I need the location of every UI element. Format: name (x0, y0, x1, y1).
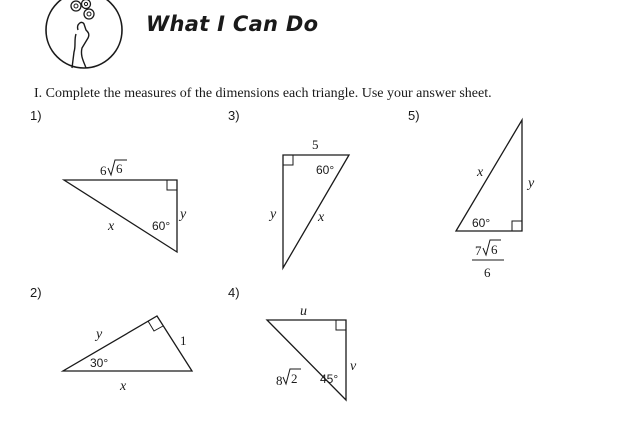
p3-side-5: 5 (312, 137, 319, 152)
right-angle-mark-4 (336, 320, 346, 330)
problem-1-triangle (0, 150, 200, 260)
problem-3-triangle (240, 130, 370, 280)
problem-3-number: 3) (228, 108, 240, 123)
problem-2-triangle (0, 300, 210, 410)
right-angle-mark-3 (283, 155, 293, 165)
p5-base-num-coef: 7 (475, 243, 482, 258)
p1-side-x: x (108, 219, 115, 234)
p1-hyp-coef: 6 (100, 163, 107, 178)
p3-side-x: x (318, 210, 325, 225)
p4-leg-radicand: 2 (291, 371, 298, 386)
problem-2-number: 2) (30, 285, 42, 300)
p4-angle: 45° (320, 372, 339, 386)
p4-side-u: u (300, 304, 307, 319)
hand-with-gears-icon (40, 0, 130, 70)
page-title: What I Can Do (146, 12, 319, 36)
problem-4-number: 4) (228, 285, 240, 300)
p2-side-x: x (120, 379, 127, 394)
p2-side-y: y (96, 327, 103, 342)
p4-leg-coef: 8 (276, 373, 283, 388)
problem-5-number: 5) (408, 108, 420, 123)
problem-1-number: 1) (30, 108, 42, 123)
problem-5-triangle (440, 110, 570, 290)
p2-angle: 30° (90, 356, 109, 370)
p1-angle: 60° (152, 219, 171, 233)
triangle-2-shape (63, 316, 192, 371)
right-angle-mark-5 (512, 221, 522, 231)
p5-base-den: 6 (484, 265, 491, 280)
problem-4-triangle (250, 300, 380, 410)
p5-base-num-radicand: 6 (491, 242, 498, 257)
triangle-1-shape (64, 180, 177, 252)
p5-side-x: x (477, 165, 484, 180)
p3-side-y: y (270, 207, 277, 222)
p1-hyp-radicand: 6 (116, 161, 123, 176)
p1-side-y: y (180, 207, 187, 222)
p5-angle: 60° (472, 216, 491, 230)
p5-side-y: y (528, 176, 535, 191)
p2-side-1: 1 (180, 333, 187, 348)
p4-side-v: v (350, 359, 357, 374)
triangle-4-shape (267, 320, 346, 400)
right-angle-mark-1 (167, 180, 177, 190)
triangle-5-shape (456, 120, 522, 231)
p3-angle: 60° (316, 163, 335, 177)
instruction-text: I. Complete the measures of the dimensions each triangle. Use your answer sheet. (34, 86, 492, 101)
